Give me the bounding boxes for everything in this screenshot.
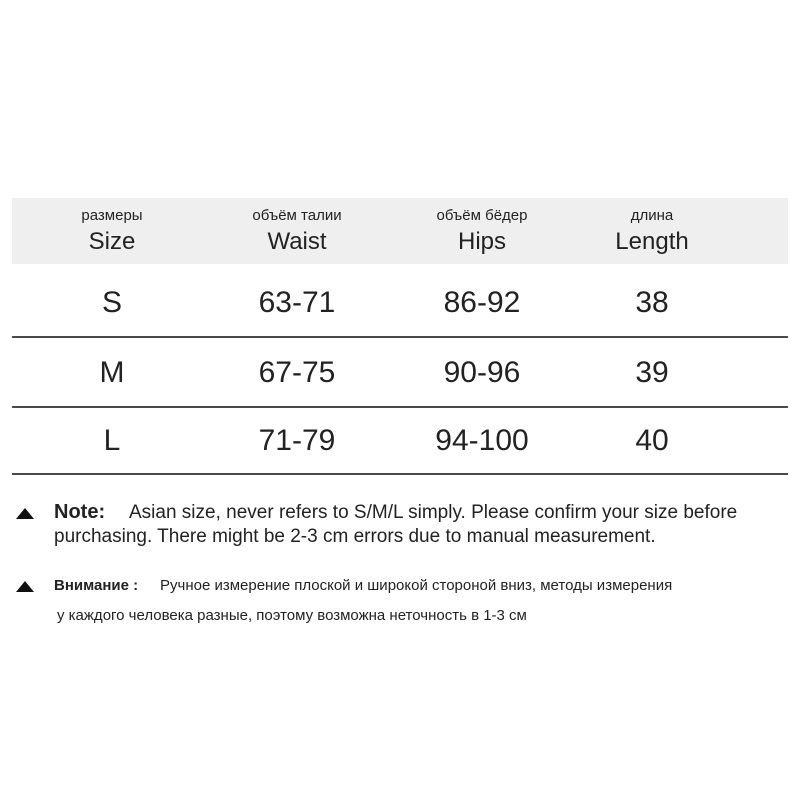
table-header-row: [12, 198, 788, 264]
header-size: [52, 198, 172, 264]
cell-size: M: [99, 356, 125, 389]
cell-length: 39: [635, 356, 669, 389]
header-hips-ru: объём бёдер: [436, 207, 528, 224]
header-waist-ru: объём талии: [252, 207, 342, 224]
note-text-line-2: purchasing. There might be 2-3 cm errors due to manual measurement.: [54, 526, 656, 547]
header-length-en: Length: [615, 228, 689, 255]
cell-length: 38: [635, 286, 669, 319]
cell-waist: 71-79: [258, 424, 336, 457]
table-row: [12, 268, 788, 338]
cell-size: L: [103, 424, 121, 457]
warning-triangle-icon: [16, 581, 34, 592]
header-length-ru: длина: [630, 207, 674, 224]
header-waist: [217, 198, 377, 264]
cell-size: S: [101, 286, 122, 319]
cell-hips: 86-92: [443, 286, 521, 319]
cell-length: 40: [635, 424, 669, 457]
cell-hips: 90-96: [443, 356, 521, 389]
header-size-en: Size: [88, 228, 136, 255]
header-length: [587, 198, 717, 264]
cell-waist: 67-75: [258, 356, 336, 389]
cell-waist: 63-71: [258, 286, 336, 319]
note-text-line-1: Asian size, never refers to S/M/L simply. Please confirm your size before: [129, 502, 738, 523]
header-hips-en: Hips: [457, 228, 506, 255]
cell-hips: 94-100: [435, 424, 529, 457]
warning-triangle-icon: [16, 508, 34, 519]
note-label: Note:: [54, 501, 106, 523]
table-row: [12, 406, 788, 476]
header-hips: [407, 198, 557, 264]
note-label-ru: Внимание :: [54, 577, 139, 594]
note-text-ru-line-2: у каждого человека разные, поэтому возможна неточность в 1-3 см: [57, 607, 527, 624]
table-row: [12, 338, 788, 408]
note-text-ru-line-1: Ручное измерение плоской и широкой стороной вниз, методы измерения: [160, 577, 673, 594]
header-size-ru: размеры: [81, 207, 143, 224]
row-divider: [12, 473, 788, 475]
header-waist-en: Waist: [267, 228, 327, 255]
